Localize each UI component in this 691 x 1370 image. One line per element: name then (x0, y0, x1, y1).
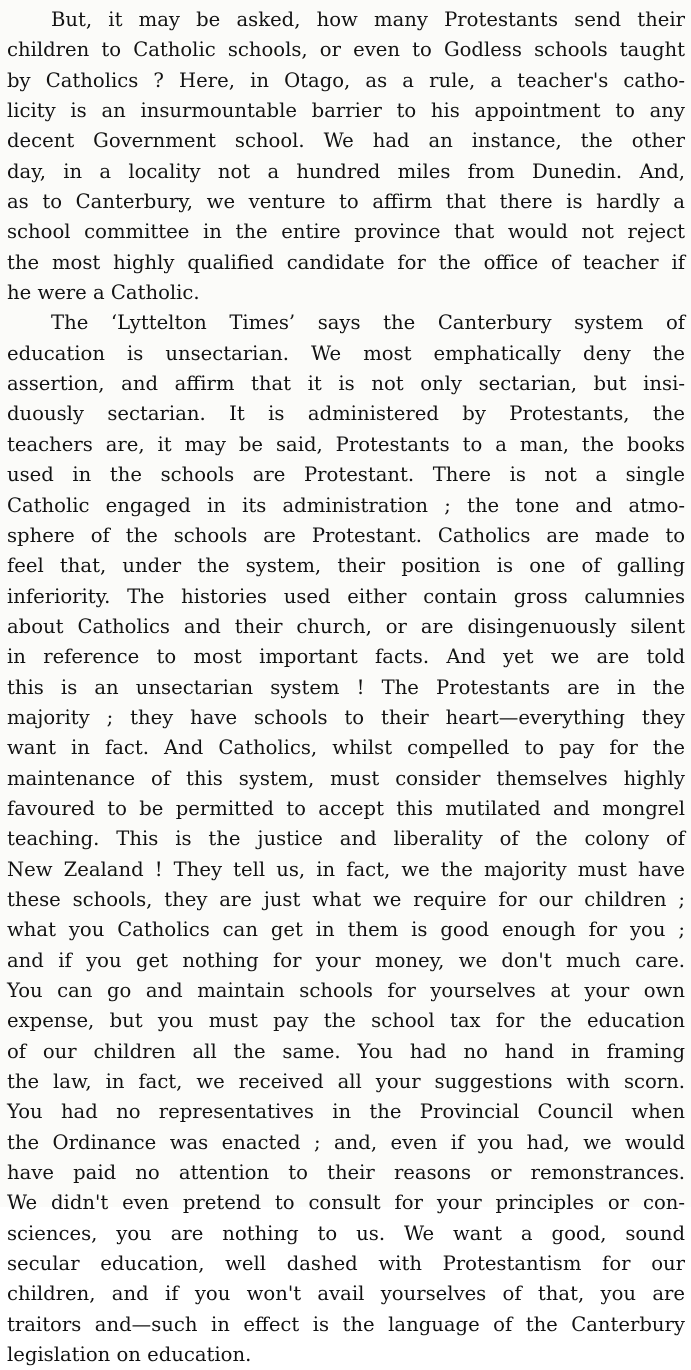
text-line: in reference to most important facts. And yet we are told (7, 645, 685, 669)
text-line: sphere of the schools are Protestant. Catholics are made to (7, 523, 685, 547)
text-line: children, and if you won't avail yourselves of that, you are (7, 1282, 685, 1306)
text-line: assertion, and affirm that it is not only sectarian, but insi- (7, 372, 685, 396)
article-paragraph (7, 5, 685, 308)
text-line: teachers are, it may be said, Protestants to a man, the books (7, 432, 685, 456)
text-line: school committee in the entire province that would not reject (7, 220, 685, 244)
text-line: education is unsectarian. We most emphatically deny the (7, 341, 685, 365)
text-line: secular education, well dashed with Protestantism for our (7, 1252, 685, 1276)
article-paragraph (7, 308, 685, 1370)
text-line: New Zealand ! They tell us, in fact, we the majority must have (7, 857, 685, 881)
text-line: decent Government school. We had an instance, the other (7, 129, 685, 153)
text-line: inferiority. The histories used either contain gross calumnies (7, 584, 685, 608)
text-line: as to Canterbury, we venture to affirm that there is hardly a (7, 190, 685, 214)
article-column (7, 5, 685, 1370)
text-line: of our children all the same. You had no hand in framing (7, 1039, 685, 1063)
text-line: maintenance of this system, must consider themselves highly (7, 766, 685, 790)
text-line: You had no representatives in the Provincial Council when (7, 1100, 685, 1124)
text-line: the Ordinance was enacted ; and, even if you had, we would (7, 1130, 685, 1154)
text-line: used in the schools are Protestant. There is not a single (7, 463, 685, 487)
text-line: children to Catholic schools, or even to Godless schools taught (7, 38, 685, 62)
text-line: want in fact. And Catholics, whilst compelled to pay for the (7, 736, 685, 760)
text-line: day, in a locality not a hundred miles from Dunedin. And, (7, 159, 685, 183)
text-line: the most highly qualified candidate for the office of teacher if (7, 250, 685, 274)
text-line: by Catholics ? Here, in Otago, as a rule, a teacher's catho- (7, 68, 685, 92)
text-line: this is an unsectarian system ! The Protestants are in the (7, 675, 685, 699)
text-line: Catholic engaged in its administration ; the tone and atmo- (7, 493, 685, 517)
text-line: expense, but you must pay the school tax for the education (7, 1009, 685, 1033)
text-line: he were a Catholic. (7, 281, 200, 305)
text-line: traitors and—such in effect is the language of the Canterbury (7, 1312, 685, 1336)
text-line: sciences, you are nothing to us. We want a good, sound (7, 1221, 685, 1245)
text-line: We didn't even pretend to consult for your principles or con- (7, 1191, 685, 1215)
text-line: feel that, under the system, their position is one of galling (7, 554, 685, 578)
text-line: But, it may be asked, how many Protestants send their (51, 8, 685, 31)
text-line: about Catholics and their church, or are disingenuously silent (7, 614, 685, 638)
text-line: majority ; they have schools to their heart—everything they (7, 705, 685, 729)
text-line: duously sectarian. It is administered by Protestants, the (7, 402, 685, 426)
text-line: favoured to be permitted to accept this mutilated and mongrel (7, 796, 685, 820)
text-line: what you Catholics can get in them is good enough for you ; (7, 918, 685, 942)
text-line: teaching. This is the justice and liberality of the colony of (7, 827, 685, 851)
text-line: legislation on education. (7, 1343, 252, 1367)
text-line: and if you get nothing for your money, we don't much care. (7, 948, 685, 972)
text-line: You can go and maintain schools for yourselves at your own (7, 979, 685, 1002)
text-line: the law, in fact, we received all your suggestions with scorn. (7, 1070, 685, 1094)
text-line: these schools, they are just what we require for our children ; (7, 887, 685, 911)
text-line: licity is an insurmountable barrier to his appointment to any (7, 99, 685, 123)
text-line: have paid no attention to their reasons or remonstrances. (7, 1161, 685, 1185)
text-line: The ‘Lyttelton Times’ says the Canterbury system of (51, 311, 685, 335)
